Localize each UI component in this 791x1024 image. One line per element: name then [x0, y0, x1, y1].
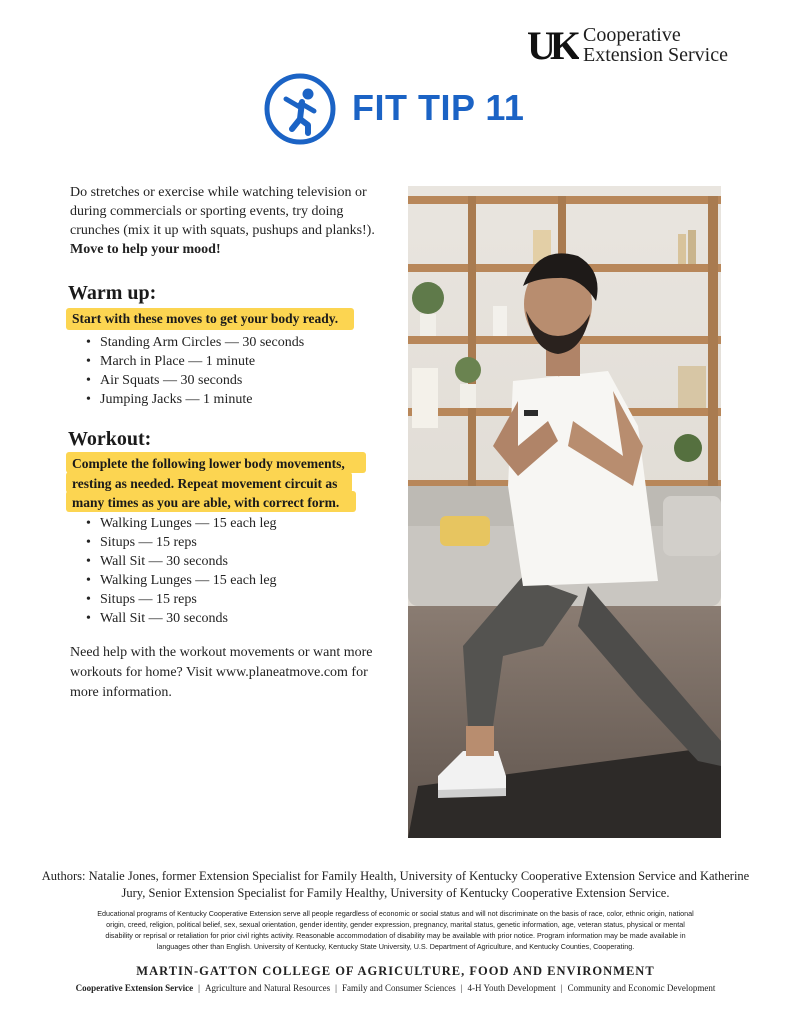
page-title: FIT TIP 11: [352, 87, 525, 128]
list-item: • March in Place — 1 minute: [70, 352, 370, 371]
disclaimer-text: Educational programs of Kentucky Cooperative Extension serve all people regardless of economic or social status and will not discriminate on the basis of race, color, ethnic origin, national origin, creed, religion, political belief, sex, sexual orientation, gender identity, gender expression, pregnancy, marital status, genetic information, age, veteran status, physical or mental disability or reprisal or retaliation for prior civil rights activity. Reasonable accommodation of disability may be available with prior notice. Program information may be made available in languages other than English. University of Kentucky, Kentucky State University, U.S. Department of Agriculture, and Kentucky Counties, Cooperating.: [97, 909, 694, 951]
workout-highlight-text: Complete the following lower body movements, resting as needed. Repeat movement circuit as many times as you are able, with correct form.: [72, 456, 345, 510]
workout-list: [70, 514, 370, 628]
warmup-highlight-text: Start with these moves to get your body ready.: [72, 311, 339, 326]
intro-text: Do stretches or exercise while watching television or during commercials or sporting events, try doing crunches (mix it up with squats, pushups and planks!).: [70, 185, 375, 238]
list-item: • Standing Arm Circles — 30 seconds: [70, 333, 370, 352]
list-item: • Situps — 15 reps: [70, 533, 370, 552]
uk-logo: [527, 26, 579, 64]
list-item: • Walking Lunges — 15 each leg: [70, 514, 370, 533]
intro-bold-text: Move to help your mood!: [70, 242, 221, 257]
program-item: 4-H Youth Development: [467, 983, 556, 993]
org-name-line1: Cooperative: [583, 24, 681, 46]
list-item: • Jumping Jacks — 1 minute: [70, 390, 370, 409]
list-item: • Air Squats — 30 seconds: [70, 371, 370, 390]
list-item: • Wall Sit — 30 seconds: [70, 609, 370, 628]
program-list: Cooperative Extension Service | Agriculture and Natural Resources | Family and Consumer Sciences | 4-H Youth Development | Community and Economic Development: [75, 983, 716, 993]
person-exercise-icon: [264, 73, 336, 145]
list-item: • Wall Sit — 30 seconds: [70, 552, 370, 571]
warmup-heading: Warm up:: [68, 282, 157, 304]
org-name: [583, 25, 728, 65]
program-item: Cooperative Extension Service: [75, 983, 194, 993]
program-item: Agriculture and Natural Resources: [204, 983, 331, 993]
list-item: • Walking Lunges — 15 each leg: [70, 571, 370, 590]
lunge-photo: [408, 186, 721, 838]
warmup-list: [70, 333, 370, 409]
svg-text:UK: UK: [527, 26, 575, 64]
authors-credit: Authors: Natalie Jones, former Extension Specialist for Family Health, University of Kentucky Cooperative Extension Service and Katherine Jury, Senior Extension Specialist for Family Healthy, University of Kentucky Cooperative Extension Service.: [41, 869, 750, 900]
workout-heading: Workout:: [68, 428, 152, 450]
program-item: Family and Consumer Sciences: [341, 983, 456, 993]
program-item: Community and Economic Development: [567, 983, 716, 993]
list-item: • Situps — 15 reps: [70, 590, 370, 609]
org-name-line2: Extension Service: [583, 44, 728, 66]
college-name: MARTIN-GATTON COLLEGE OF AGRICULTURE, FOOD AND ENVIRONMENT: [136, 964, 655, 978]
help-paragraph: Need help with the workout movements or want more workouts for home? Visit www.planeatmove.com for more information.: [70, 645, 373, 700]
intro-paragraph: [70, 183, 390, 259]
